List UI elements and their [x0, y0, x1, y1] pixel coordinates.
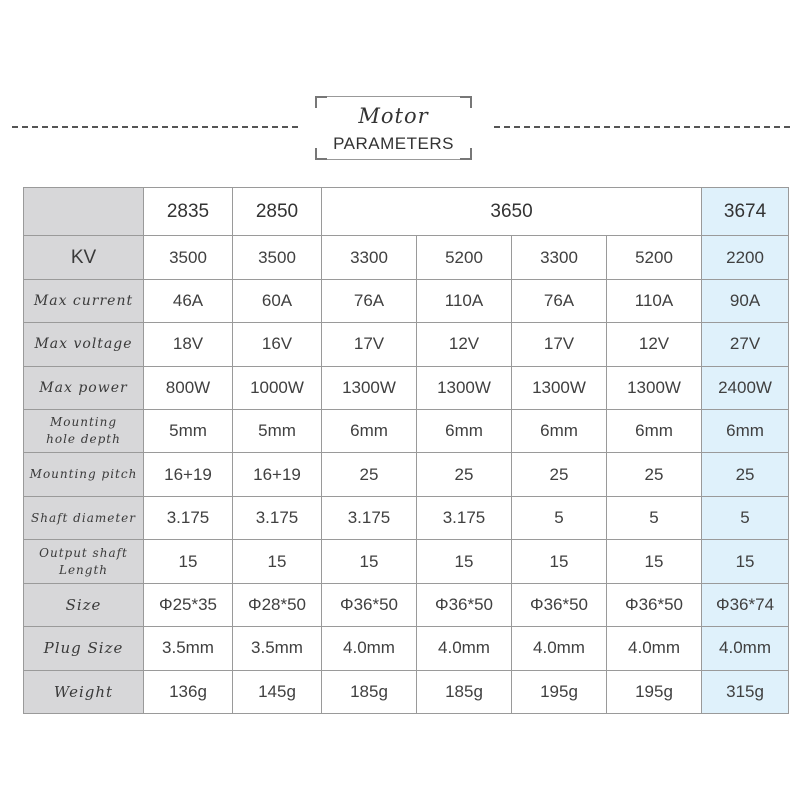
table-cell: 5mm	[144, 410, 233, 453]
table-cell: 16V	[233, 323, 322, 366]
row-label: KV	[24, 236, 144, 279]
header-row	[24, 188, 789, 236]
table-cell: 195g	[607, 670, 702, 713]
table-cell: 5200	[417, 236, 512, 279]
table-cell: Φ36*50	[417, 583, 512, 626]
row-label: Mounting pitch	[24, 453, 144, 496]
title-main: Motor	[358, 104, 429, 128]
table-cell: 5200	[607, 236, 702, 279]
table-row-kv	[24, 236, 789, 279]
table-cell: 315g	[702, 670, 789, 713]
title-sub: PARAMETERS	[333, 134, 454, 153]
table-cell: 1000W	[233, 366, 322, 409]
table-cell: 15	[512, 540, 607, 583]
table-cell: 15	[322, 540, 417, 583]
row-label	[24, 540, 144, 583]
row-label: Plug Size	[24, 627, 144, 670]
title-box	[315, 96, 472, 160]
table-cell: 5	[702, 496, 789, 539]
table-cell: 1300W	[322, 366, 417, 409]
row-label: Weight	[24, 670, 144, 713]
table-cell: 2200	[702, 236, 789, 279]
table-cell: 15	[233, 540, 322, 583]
table-row-max-power	[24, 366, 789, 409]
table-cell: 25	[417, 453, 512, 496]
table-cell: 3.175	[144, 496, 233, 539]
table-cell: 110A	[607, 279, 702, 322]
table-row-output-shaft-length	[24, 540, 789, 583]
table-cell: 6mm	[702, 410, 789, 453]
table-cell: 3.5mm	[233, 627, 322, 670]
table-cell: 12V	[607, 323, 702, 366]
table-cell: 76A	[512, 279, 607, 322]
table-cell: 800W	[144, 366, 233, 409]
motor-parameters-table	[23, 187, 789, 714]
table-cell: 3.175	[233, 496, 322, 539]
table-cell: 1300W	[607, 366, 702, 409]
table-cell: Φ36*50	[512, 583, 607, 626]
table-cell: 27V	[702, 323, 789, 366]
header-model-3650: 3650	[322, 188, 702, 236]
table-cell: Φ25*35	[144, 583, 233, 626]
header-corner-cell	[24, 188, 144, 236]
table-cell: 15	[144, 540, 233, 583]
table-cell: Φ36*74	[702, 583, 789, 626]
table-cell: 4.0mm	[607, 627, 702, 670]
table-cell: 4.0mm	[322, 627, 417, 670]
table-cell: 17V	[512, 323, 607, 366]
table-cell: 25	[322, 453, 417, 496]
table-cell: 3300	[512, 236, 607, 279]
table-cell: 17V	[322, 323, 417, 366]
table-cell: 25	[702, 453, 789, 496]
table-row-weight	[24, 670, 789, 713]
table-cell: 25	[512, 453, 607, 496]
table-cell: 3.5mm	[144, 627, 233, 670]
table-cell: 15	[607, 540, 702, 583]
table-cell: 3300	[322, 236, 417, 279]
table-cell: 5	[607, 496, 702, 539]
table-cell: 25	[607, 453, 702, 496]
table-cell: 136g	[144, 670, 233, 713]
table-row-plug-size	[24, 627, 789, 670]
table-cell: 12V	[417, 323, 512, 366]
header-model-2835: 2835	[144, 188, 233, 236]
header-model-3674: 3674	[702, 188, 789, 236]
table-cell: 1300W	[512, 366, 607, 409]
table-row-size	[24, 583, 789, 626]
table-cell: 6mm	[607, 410, 702, 453]
table-cell: 185g	[417, 670, 512, 713]
table-cell: Φ28*50	[233, 583, 322, 626]
table-cell: 3.175	[322, 496, 417, 539]
row-label: Size	[24, 583, 144, 626]
table-cell: 76A	[322, 279, 417, 322]
table-cell: 4.0mm	[417, 627, 512, 670]
table-row-mounting-hole-depth	[24, 410, 789, 453]
table-cell: 46A	[144, 279, 233, 322]
table-cell: 90A	[702, 279, 789, 322]
table-cell: 3500	[233, 236, 322, 279]
table-row-max-current	[24, 279, 789, 322]
table-cell: 16+19	[144, 453, 233, 496]
table-cell: 60A	[233, 279, 322, 322]
table-cell: 145g	[233, 670, 322, 713]
table-row-max-voltage	[24, 323, 789, 366]
table-cell: 195g	[512, 670, 607, 713]
row-label-line: Length	[58, 562, 109, 577]
table-cell: 110A	[417, 279, 512, 322]
table-cell: 16+19	[233, 453, 322, 496]
table-cell: Φ36*50	[607, 583, 702, 626]
dashed-divider-left	[12, 126, 298, 128]
table-cell: 15	[702, 540, 789, 583]
table-cell: 5	[512, 496, 607, 539]
row-label: Max voltage	[24, 323, 144, 366]
row-label-line: Mounting	[49, 415, 118, 430]
table-cell: 6mm	[417, 410, 512, 453]
table-cell: 185g	[322, 670, 417, 713]
table-cell: 4.0mm	[702, 627, 789, 670]
table-cell: 18V	[144, 323, 233, 366]
table-cell: 2400W	[702, 366, 789, 409]
row-label	[24, 410, 144, 453]
table-cell: 15	[417, 540, 512, 583]
row-label-line: Output shaft	[39, 545, 128, 560]
row-label: Max current	[24, 279, 144, 322]
table-cell: Φ36*50	[322, 583, 417, 626]
table-cell: 6mm	[512, 410, 607, 453]
row-label-line: hole depth	[46, 432, 121, 447]
table-row-mounting-pitch	[24, 453, 789, 496]
table-row-shaft-diameter	[24, 496, 789, 539]
table-cell: 3500	[144, 236, 233, 279]
table-cell: 1300W	[417, 366, 512, 409]
dashed-divider-right	[494, 126, 790, 128]
table-cell: 3.175	[417, 496, 512, 539]
table-cell: 5mm	[233, 410, 322, 453]
table-cell: 4.0mm	[512, 627, 607, 670]
table-cell: 6mm	[322, 410, 417, 453]
header-model-2850: 2850	[233, 188, 322, 236]
row-label: Max power	[24, 366, 144, 409]
row-label: Shaft diameter	[24, 496, 144, 539]
